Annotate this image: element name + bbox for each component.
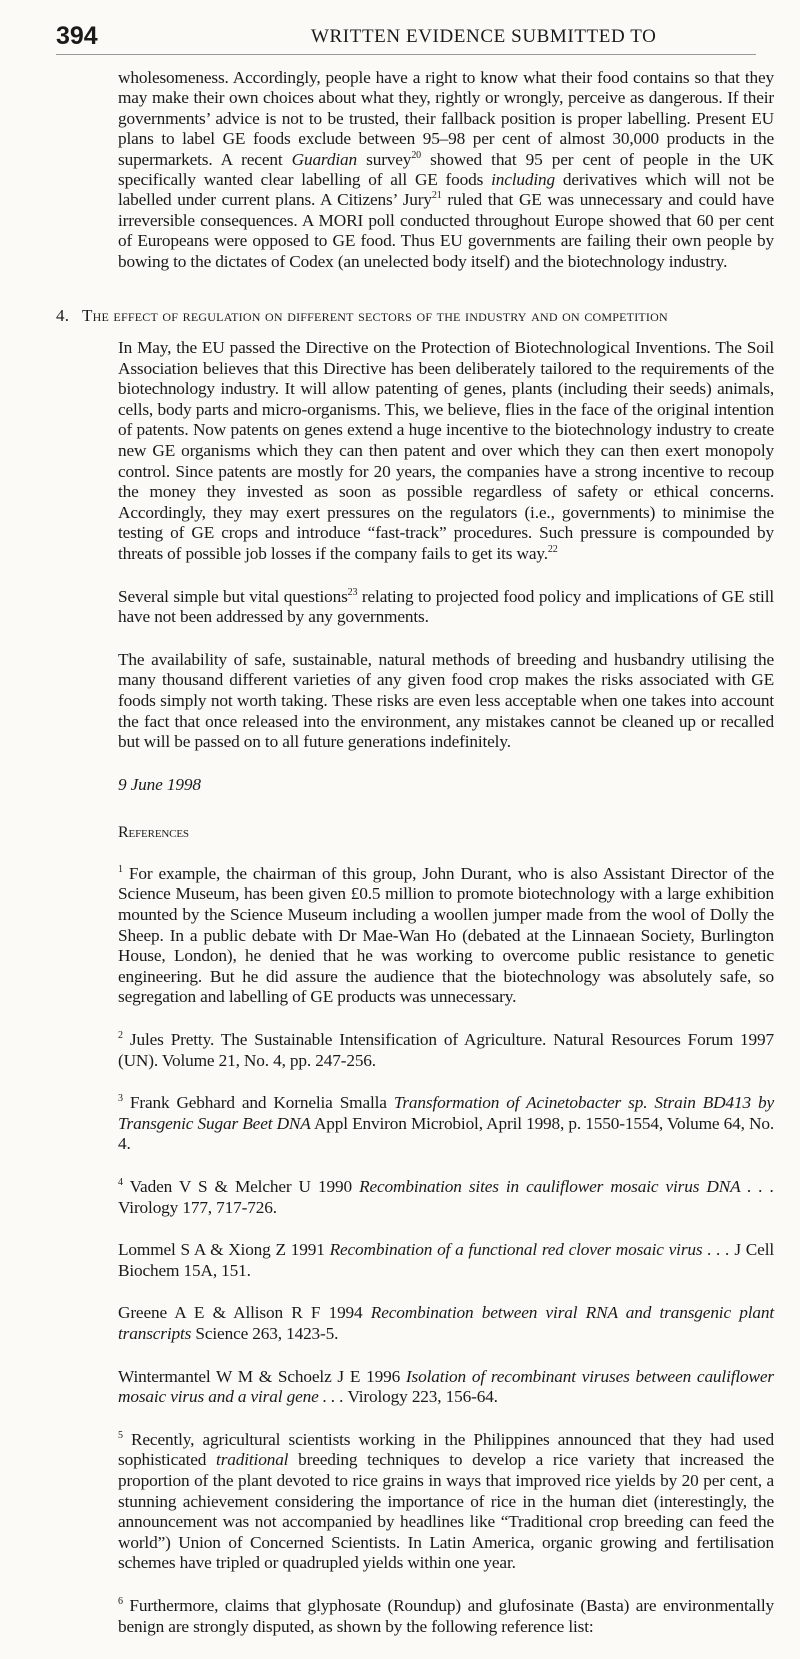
reference-4c: Greene A E & Allison R F 1994 Recombination between viral RNA and transgenic plant transcripts Science 263, 1423-5. <box>118 1303 775 1343</box>
reference-5: $^5$ Recently, agricultural scientists working in the Philippines announced that they had used sophisticated traditional breeding techniques to develop a rice variety that increased the proportion of the plant devoted to rice grains in ways that improved rice yields by 20 per cent, a stunning achievement considering the importance of rice in the human diet (interestingly, the announcement was not accompanied by headlines like “Traditional crop breeding can feed the world”) Union of Concerned Scientists. In Latin America, organic growing and fertilisation schemes have tripled or quadrupled yields within one year. <box>118 1429 774 1573</box>
section-heading <box>56 306 776 326</box>
footnote-marker: 21 <box>431 190 442 202</box>
reference-2: $^2$ Jules Pretty. The Sustainable Intensification of Agriculture. Natural Resources Forum 1997 (UN). Volume 21, No. 4, pp. 247-256. <box>118 1030 774 1070</box>
paragraph-several: Several simple but vital questions$^{23}$ relating to projected food policy and implications of GE still have not been addressed by any governments. <box>118 586 775 627</box>
body-section <box>118 338 774 1659</box>
paragraph-may: In May, the EU passed the Directive on the Protection of Biotechnological Inventions. The Soil Association believes that this Directive has been deliberately tailored to the requirements of the biotechnology industry. It will allow patenting of genes, plants (including their seeds) animals, cells, body parts and micro-organisms. This, we believe, flies in the face of the original intention of patents. Now patents on genes extend a huge incentive to the biotechnology industry to create new GE organisms which they can then patent and over which they can then exert monopoly control. Since patents are mostly for 20 years, the companies have a strong incentive to recoup the money they invested as soon as possible regardless of safety or ethical concerns. Accordingly, they may exert pressures on the regulators (i.e., governments) to minimise the testing of GE crops and introduce “fast-track” procedures. Such pressure is compounded by threats of possible job losses if the company fails to get its way.$^{22}$ <box>118 338 774 563</box>
reference-4d: Wintermantel W M & Schoelz J E 1996 Isolation of recombinant viruses between cauliflower mosaic virus and a viral gene . . . Virology 223, 156-64. <box>118 1366 774 1407</box>
reference-6: $^6$ Furthermore, claims that glyphosate (Roundup) and glufosinate (Basta) are environmentally benign are strongly disputed, as shown by the following reference list: <box>118 1595 774 1636</box>
paragraph-availability: The availability of safe, sustainable, natural methods of breeding and husbandry utilising the many thousand different varieties of any given food crop makes the risks associated with GE foods simply not worth taking. These risks are even less acceptable when one takes into account the fact that once released into the environment, any mistakes cannot be cleaned up or recalled but will be passed on to all future generations indefinitely. <box>118 649 774 752</box>
top-section <box>118 68 774 293</box>
reference-4b: Lommel S A & Xiong Z 1991 Recombination of a functional red clover mosaic virus . . . J Cell Biochem 15A, 151. <box>118 1240 774 1280</box>
section-number: 4. <box>56 306 70 325</box>
date-line: 9 June 1998 <box>118 774 201 794</box>
footnote-marker: 22 <box>547 544 558 556</box>
reference-3: $^3$ Frank Gebhard and Kornelia Smalla Transformation of Acinetobacter sp. Strain BD413 by Transgenic Sugar Beet DNA Appl Environ Microbiol, April 1998, p. 1550-1554, Volume 64, No. 4. <box>118 1093 774 1154</box>
references-heading: References <box>118 824 189 842</box>
page-header <box>56 22 756 52</box>
header-rule <box>56 54 756 55</box>
paragraph-wholesomeness: wholesomeness. Accordingly, people have a right to know what their food contains so that they may make their own choices about what they, rightly or wrongly, perceive as dangerous. If their governments’ advice is not to be trusted, their fallback position is proper labelling. Present EU plans to label GE foods exclude between 95–98 per cent of almost 30,000 products in the supermarkets. A recent Guardian survey$^{20}$ showed that 95 per cent of people in the UK specifically wanted clear labelling of all GE foods including derivatives which will not be labelled under current plans. A Citizens’ Jury$^{21}$ ruled that GE was unnecessary and could have irreversible consequences. A MORI poll conducted throughout Europe showed that 60 per cent of Europeans were opposed to GE food. Thus EU governments are failing their own people by bowing to the dictates of Codex (an unelected body itself) and the biotechnology industry. <box>118 68 775 271</box>
footnote-marker: 23 <box>347 586 358 598</box>
section-title: The effect of regulation on different sectors of the industry and on competition <box>82 306 668 325</box>
running-head: WRITTEN EVIDENCE SUBMITTED TO <box>311 26 657 47</box>
reference-4a: $^4$ Vaden V S & Melcher U 1990 Recombination sites in cauliflower mosaic virus DNA . . . Virology 177, 717-726. <box>118 1177 774 1217</box>
reference-1: $^1$ For example, the chairman of this group, John Durant, who is also Assistant Director of the Science Museum, has been given £0.5 million to promote biotechnology with a large exhibition mounted by the Science Museum including a woollen jumper made from the wool of Dolly the Sheep. In a public debate with Dr Mae-Wan Ho (debated at the Linnaean Society, Burlington House, London), he denied that he was working to overcome public resistance to genetic engineering. But he did assure the audience that the biotechnology was absolutely safe, so segregation and labelling of GE products was unnecessary. <box>118 863 774 1007</box>
page-number: 394 <box>56 22 98 50</box>
footnote-marker: 20 <box>411 149 422 161</box>
